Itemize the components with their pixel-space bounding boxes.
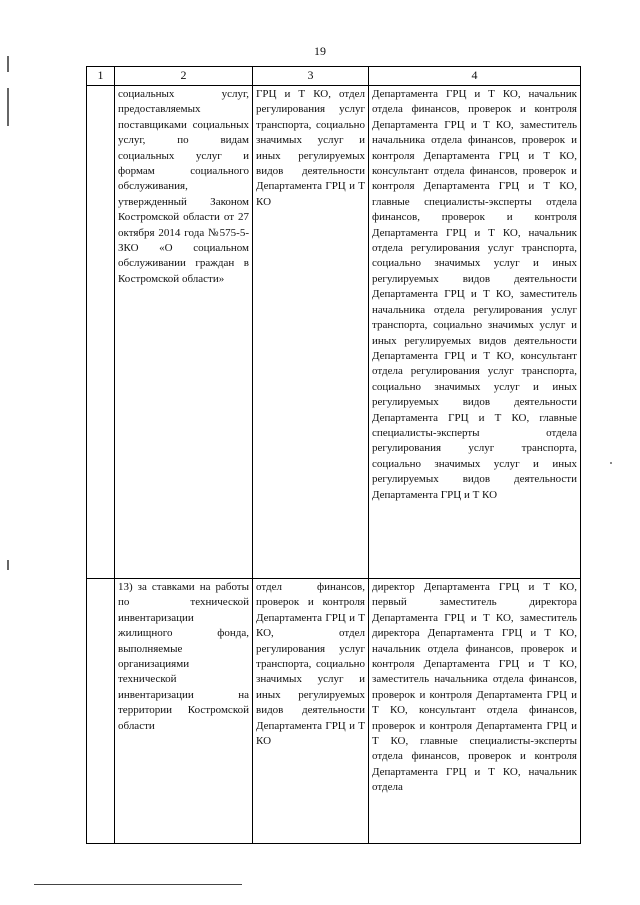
header-col-2: 2 [115,67,253,86]
subject-cell [115,86,253,579]
footer-rule [34,884,242,885]
subject-cell [115,579,253,844]
subject-text: 13) за ставками на работы по технической инвентаризации жилищного фонда, выполняемые организациями технической инвентаризации на территории Костромской области [118,581,249,732]
header-col-3: 3 [253,67,369,86]
header-col-1: 1 [87,67,115,86]
margin-mark-upper [7,88,9,126]
department-cell [253,579,369,844]
regulation-table [86,66,581,844]
table-row [87,579,581,844]
scan-speck [610,462,612,464]
page-number: 19 [314,44,326,58]
header-col-4: 4 [369,67,581,86]
officials-cell [369,86,581,579]
department-text: отдел финансов, проверок и контроля Департамента ГРЦ и Т КО, отдел регулирования услуг транспорта, социально значимых услуг и иных регулируемых видов деятельности Департамента ГРЦ и Т КО [256,581,365,748]
table-row [87,86,581,579]
row-number-cell [87,86,115,579]
officials-text: директор Департамента ГРЦ и Т КО, первый заместитель директора Департамента ГРЦ и Т КО, заместитель директора Департамента ГРЦ и Т КО, начальник отдела финансов, проверок и контроля Департамента ГРЦ и Т КО, заместитель начальника отдела финансов, проверок и контроля Департамента ГРЦ и Т КО, консультант отдела финансов, проверок и контроля Департамента ГРЦ и Т КО, главные специалисты-эксперты отдела финансов, проверок и контроля Департамента ГРЦ и Т КО, начальник отдела [372,581,577,794]
department-cell [253,86,369,579]
row-number-cell [87,579,115,844]
officials-cell [369,579,581,844]
subject-text: социальных услуг, предоставляемых поставщиками социальных услуг, по видам социальных услуг и формам социального обслуживания, утвержденный Законом Костромской области от 27 октября 2014 года №575-5-ЗКО «О социальном обслуживании граждан в Костромской области» [118,88,249,285]
department-text: ГРЦ и Т КО, отдел регулирования услуг транспорта, социально значимых услуг и иных регулируемых видов деятельности Департамента ГРЦ и Т КО [256,88,365,208]
table-header-row [87,67,581,86]
margin-mark-lower [7,560,9,570]
officials-text: Департамента ГРЦ и Т КО, начальник отдела финансов, проверок и контроля Департамента ГРЦ и Т КО, заместитель начальника отдела финансов, проверок и контроля Департамента ГРЦ и Т КО, консультант отдела финансов, проверок и контроля Департамента ГРЦ и Т КО, главные специалисты-эксперты отдела финансов, проверок и контроля Департамента ГРЦ и Т КО, начальник отдела регулирования услуг транспорта, социально значимых услуг и иных регулируемых видов деятельности Департамента ГРЦ и Т КО, заместитель начальника отдела регулирования услуг транспорта, социально значимых услуг и иных регулируемых видов деятельности Департамента ГРЦ и Т КО, консультант отдела регулирования услуг транспорта, социально значимых услуг и иных регулируемых видов деятельности Департамента ГРЦ и Т КО, главные специалисты-эксперты отдела регулирования услуг транспорта, социально значимых услуг и иных регулируемых видов деятельности Департамента ГРЦ и Т КО [372,88,577,501]
